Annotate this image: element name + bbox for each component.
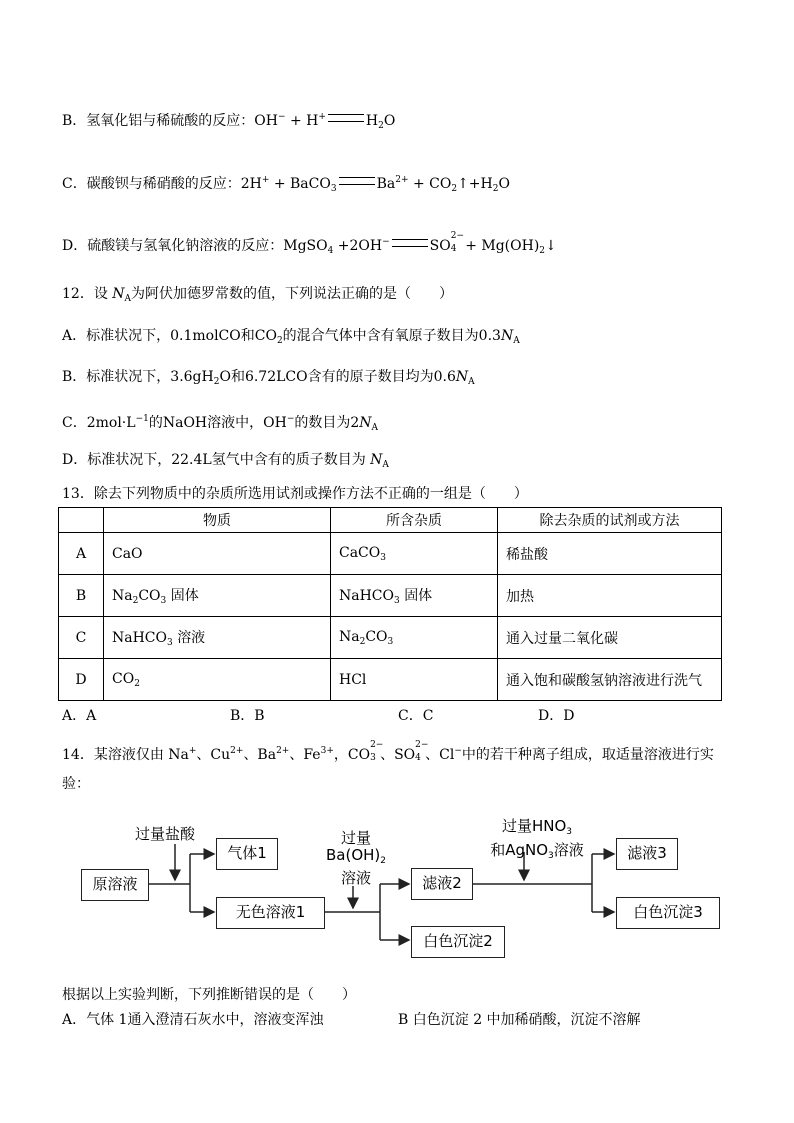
filtrate-2-box: 滤液2	[411, 868, 473, 900]
q13-stem: 13．除去下列物质中的杂质所选用试剂或操作方法不正确的一组是（ ）	[62, 486, 528, 502]
q14-stem: 14．某溶液仅由 Na+、$Cu^{2+}$、$Ba^{2+}$、$Fe^{3+}$，CO 2− 3 、SO 2− 4 、Cl−中的若干种离子组成，取适量溶液进行实	[62, 740, 714, 763]
row-label: B	[59, 575, 104, 617]
q14-question: 根据以上实验判断，下列推断错误的是（ ）	[62, 987, 356, 1003]
option-d-reaction: D．硫酸镁与氢氧化钠溶液的反应：MgSO$_4$ +2OH− SO 2− 4 + $Mg(OH)_2↓$	[62, 231, 557, 256]
white-precipitate-2-box: 白色沉淀2	[411, 926, 505, 958]
option-c-reaction: C．碳酸钡与稀硝酸的反应：2H+ + BaCO$_3$ $Ba^{2+}$ + $CO_2↑+H_2O$	[62, 175, 510, 194]
substance-cell: $CO_2$	[104, 659, 331, 701]
q13-option-a: A．A	[62, 708, 97, 724]
method-cell: 稀盐酸	[498, 533, 722, 575]
q12-option-b: B．标准状况下，$3.6gH_2O$和6.72LCO含有的原子数目均为$0.6N_A$	[62, 369, 475, 387]
table-header-cell: 除去杂质的试剂或方法	[498, 508, 722, 533]
row-label: C	[59, 617, 104, 659]
original-solution-box: 原溶液	[81, 869, 149, 901]
method-cell: 通入过量二氧化碳	[498, 617, 722, 659]
white-precipitate-3-box: 白色沉淀3	[616, 897, 720, 929]
q12-option-d: D．标准状况下，22.4L氢气中含有的质子数目为 $N_A$	[62, 452, 389, 470]
substance-cell: NaHCO$_3$ 溶液	[104, 617, 331, 659]
q12-option-a: A．标准状况下，0.1molCO和$CO_2$的混合气体中含有氧原子数目为$0.3N_A$	[62, 328, 520, 346]
option-b-reaction: B．氢氧化铝与稀硫酸的反应：OH− + H+ $H_2O$	[62, 112, 396, 131]
row-label: D	[59, 659, 104, 701]
q13-option-c: C．C	[398, 708, 434, 724]
q13-option-d: D．D	[538, 708, 575, 724]
method-cell: 加热	[498, 575, 722, 617]
row-label: A	[59, 533, 104, 575]
substance-cell: CaO	[104, 533, 331, 575]
reagent-baoh2-label: 过量 $Ba(OH)_2$ 溶液	[325, 829, 386, 887]
impurity-cell: NaHCO$_3$ 固体	[331, 575, 498, 617]
filtrate-3-box: 滤液3	[616, 838, 678, 870]
reagent-hno3-agno3-label: 过量$HNO_3$ 和AgNO$_3$溶液	[490, 817, 584, 861]
reagent-hcl-label: 过量盐酸	[135, 825, 196, 843]
q13-option-b: B．B	[230, 708, 265, 724]
gas-1-box: 气体1	[216, 838, 278, 870]
method-cell: 通入饱和碳酸氢钠溶液进行洗气	[498, 659, 722, 701]
table-header-cell: 所含杂质	[331, 508, 498, 533]
q12-option-c: C．$2mol\cdot L^{-1}$的NaOH溶液中，OH−的数目为$2N_A$	[62, 414, 379, 433]
q14-stem-line2: 验：	[62, 776, 90, 792]
substance-cell: $Na_2CO_3$ 固体	[104, 575, 331, 617]
impurity-cell: $Na_2CO_3$	[331, 617, 498, 659]
impurity-cell: CaCO$_3$	[331, 533, 498, 575]
impurity-cell: HCl	[331, 659, 498, 701]
colorless-solution-1-box: 无色溶液1	[216, 897, 325, 929]
q14-option-a: A．气体 1通入澄清石灰水中，溶液变浑浊	[62, 1012, 324, 1028]
table-header-cell: 物质	[104, 508, 331, 533]
q12-stem: 12．设 $N_A$为阿伏加德罗常数的值，下列说法正确的是（ ）	[62, 286, 454, 304]
q14-option-b: B 白色沉淀 2 中加稀硝酸，沉淀不溶解	[398, 1012, 641, 1028]
